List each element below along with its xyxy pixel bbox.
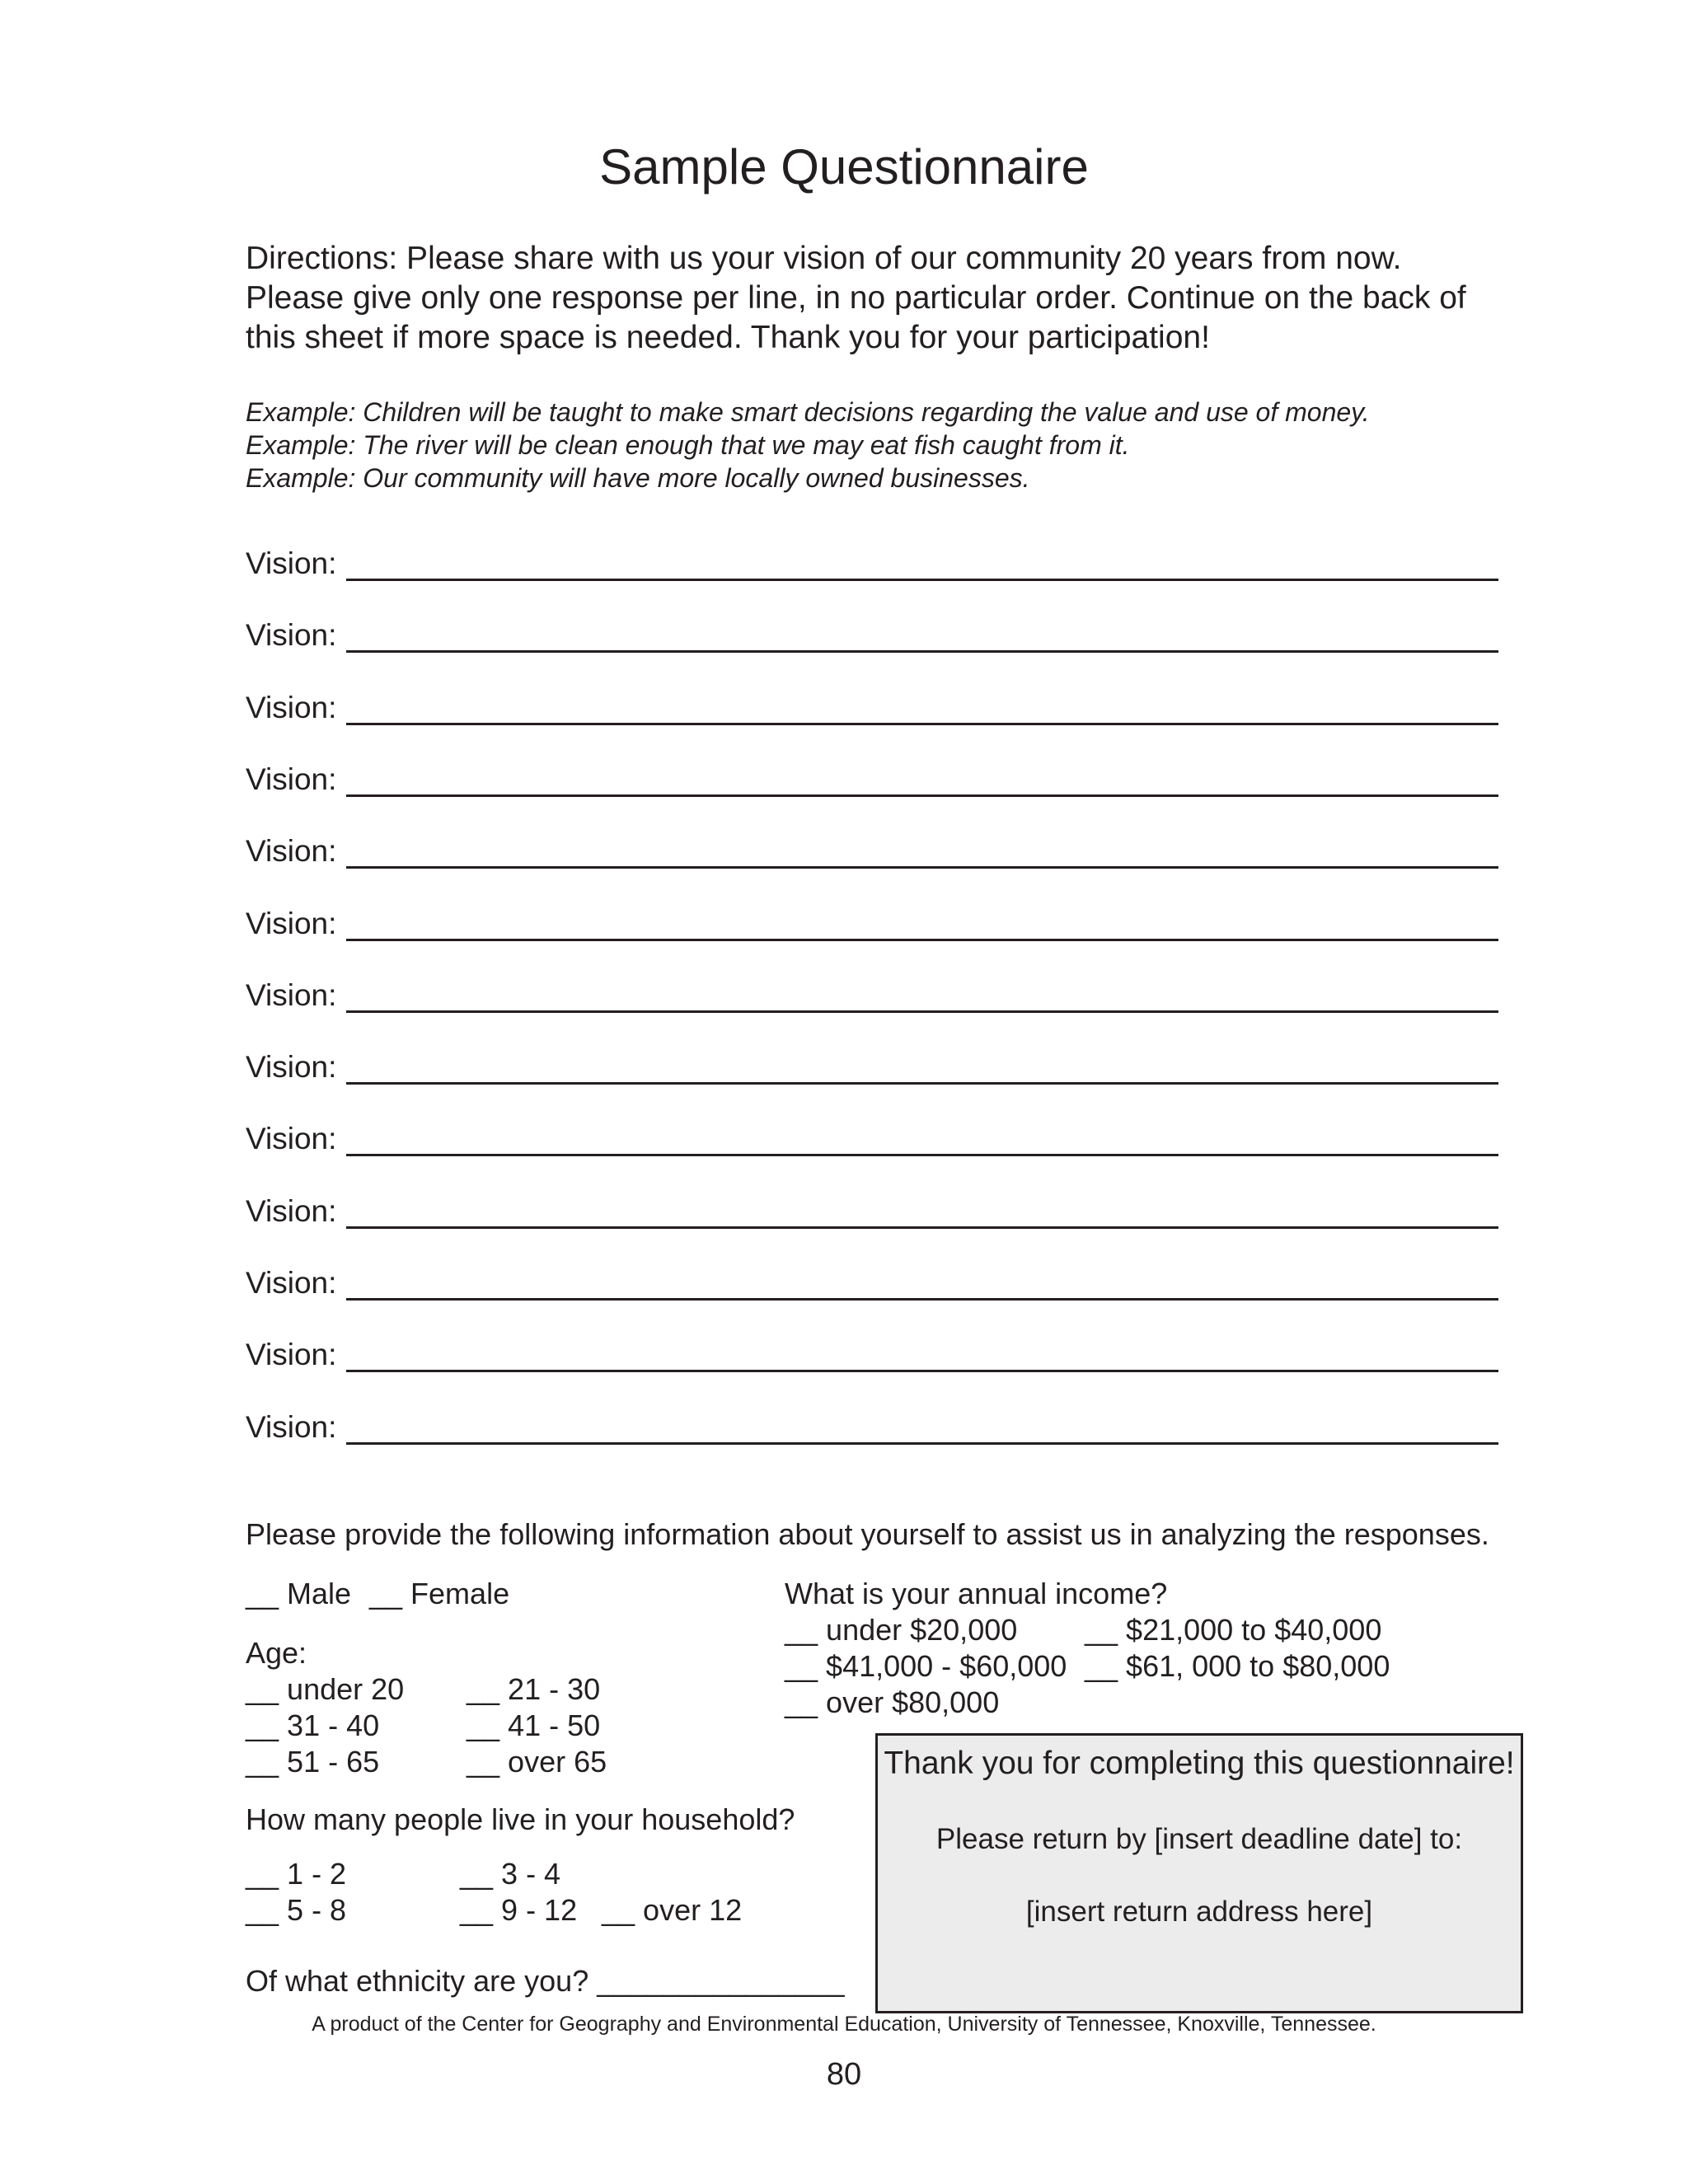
- vision-answer-line[interactable]: [346, 1010, 1498, 1013]
- age-option[interactable]: __ 21 - 30: [467, 1672, 601, 1706]
- age-option[interactable]: __ under 20: [246, 1672, 405, 1706]
- gender-female-option[interactable]: __ Female: [369, 1577, 510, 1610]
- vision-answer-line[interactable]: [346, 1226, 1498, 1229]
- vision-answer-line[interactable]: [346, 723, 1498, 725]
- vision-row: [246, 1193, 1498, 1243]
- vision-label: Vision:: [246, 1410, 337, 1444]
- return-address-line: [insert return address here]: [1025, 1896, 1373, 1928]
- income-option[interactable]: __ $61, 000 to $80,000: [1085, 1649, 1390, 1683]
- directions-line: Please give only one response per line, in no particular order. Continue on the back of: [246, 280, 1466, 316]
- page-number: 80: [826, 2057, 862, 2092]
- footer-credit: A product of the Center for Geography and Environmental Education, University of Tennessee, Knoxville, Tennessee.: [312, 2013, 1376, 2036]
- vision-row: [246, 617, 1498, 667]
- vision-label: Vision:: [246, 1122, 337, 1155]
- vision-row: [246, 833, 1498, 883]
- thank-you-title: Thank you for completing this questionnaire!: [884, 1746, 1515, 1781]
- age-option[interactable]: __ over 65: [467, 1745, 607, 1779]
- income-option[interactable]: __ over $80,000: [785, 1685, 1000, 1719]
- income-question: What is your annual income?: [785, 1577, 1168, 1610]
- age-label: Age:: [246, 1636, 307, 1670]
- household-question: How many people live in your household?: [246, 1802, 795, 1836]
- vision-answer-line[interactable]: [346, 866, 1498, 869]
- vision-answer-line[interactable]: [346, 1442, 1498, 1445]
- household-option[interactable]: __ 3 - 4: [460, 1857, 561, 1891]
- vision-label: Vision:: [246, 978, 337, 1012]
- vision-label: Vision:: [246, 546, 337, 580]
- vision-row: [246, 1049, 1498, 1099]
- vision-row: [246, 762, 1498, 811]
- directions-line: Directions: Please share with us your vision of our community 20 years from now.: [246, 241, 1402, 276]
- examples-block: [246, 396, 1370, 494]
- vision-row: [246, 1265, 1498, 1315]
- vision-answer-line[interactable]: [346, 650, 1498, 653]
- vision-answer-line[interactable]: [346, 579, 1498, 581]
- page-title: Sample Questionnaire: [599, 139, 1089, 194]
- age-option[interactable]: __ 41 - 50: [467, 1708, 601, 1742]
- vision-answer-line[interactable]: [346, 794, 1498, 797]
- thank-you-box: [875, 1733, 1523, 2013]
- household-option[interactable]: __ over 12: [602, 1893, 743, 1927]
- vision-answer-line[interactable]: [346, 939, 1498, 941]
- vision-label: Vision:: [246, 834, 337, 868]
- vision-answer-line[interactable]: [346, 1082, 1498, 1085]
- income-option[interactable]: __ under $20,000: [785, 1613, 1018, 1647]
- income-option[interactable]: __ $21,000 to $40,000: [1085, 1613, 1382, 1647]
- age-option[interactable]: __ 31 - 40: [246, 1708, 380, 1742]
- household-option[interactable]: __ 5 - 8: [246, 1893, 347, 1927]
- info-prompt: Please provide the following information about yourself to assist us in analyzing the responses.: [246, 1517, 1489, 1551]
- vision-label: Vision:: [246, 618, 337, 652]
- vision-answer-line[interactable]: [346, 1154, 1498, 1156]
- directions-paragraph: [246, 239, 1531, 358]
- vision-row: [246, 1337, 1498, 1386]
- vision-row: [246, 1121, 1498, 1170]
- vision-answer-line[interactable]: [346, 1370, 1498, 1372]
- vision-label: Vision:: [246, 907, 337, 940]
- vision-row: [246, 1409, 1498, 1459]
- vision-label: Vision:: [246, 1338, 337, 1371]
- household-option[interactable]: __ 9 - 12: [460, 1893, 578, 1927]
- example-line: Example: The river will be clean enough that we may eat fish caught from it.: [246, 430, 1130, 460]
- age-option[interactable]: __ 51 - 65: [246, 1745, 380, 1779]
- return-deadline-line: Please return by [insert deadline date] to:: [935, 1823, 1463, 1855]
- vision-row: [246, 690, 1498, 739]
- example-line: Example: Children will be taught to make smart decisions regarding the value and use of money.: [246, 397, 1370, 427]
- vision-row: [246, 977, 1498, 1027]
- vision-label: Vision:: [246, 1266, 337, 1300]
- vision-row: [246, 906, 1498, 955]
- directions-line: this sheet if more space is needed. Thank you for your participation!: [246, 320, 1210, 355]
- vision-label: Vision:: [246, 691, 337, 724]
- household-option[interactable]: __ 1 - 2: [246, 1857, 347, 1891]
- vision-label: Vision:: [246, 1050, 337, 1084]
- income-option[interactable]: __ $41,000 - $60,000: [785, 1649, 1067, 1683]
- example-line: Example: Our community will have more locally owned businesses.: [246, 463, 1030, 493]
- vision-row: [246, 546, 1498, 595]
- vision-label: Vision:: [246, 762, 337, 796]
- ethnicity-field[interactable]: Of what ethnicity are you? _______________: [246, 1964, 845, 1998]
- vision-label: Vision:: [246, 1194, 337, 1228]
- gender-male-option[interactable]: __ Male: [246, 1577, 352, 1610]
- vision-answer-line[interactable]: [346, 1298, 1498, 1301]
